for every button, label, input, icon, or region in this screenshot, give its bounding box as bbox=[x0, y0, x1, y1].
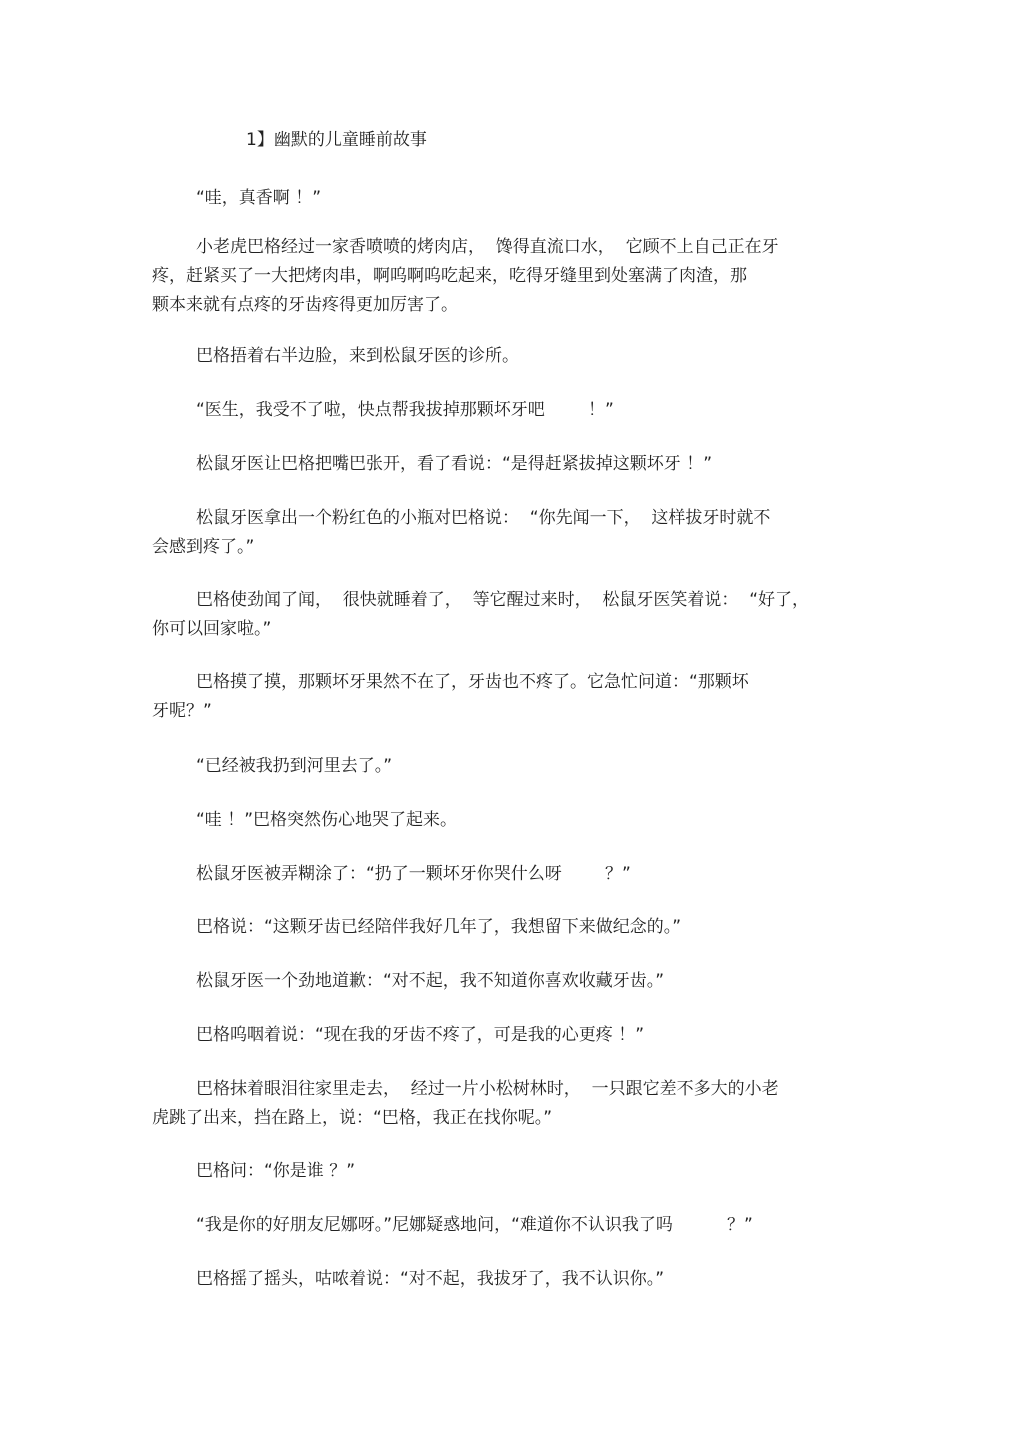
paragraph bbox=[152, 1021, 852, 1050]
paragraph bbox=[152, 913, 852, 942]
paragraph-line: 巴格说：“这颗牙齿已经陪伴我好几年了，我想留下来做纪念的。” bbox=[196, 917, 682, 937]
paragraph-line: 巴格问：“你是谁 ？” bbox=[196, 1161, 356, 1181]
paragraph-line: 虎跳了出来，挡在路上，说：“巴格，我正在找你呢。” bbox=[152, 1108, 553, 1128]
paragraph-line: “已经被我扔到河里去了。” bbox=[196, 756, 393, 776]
paragraph-line: 松鼠牙医让巴格把嘴巴张开，看了看说：“是得赶紧拔掉这颗坏牙 ！” bbox=[196, 454, 713, 474]
paragraph-line: 巴格捂着右半边脸，来到松鼠牙医的诊所。 bbox=[196, 346, 519, 366]
paragraph bbox=[152, 504, 852, 562]
paragraph bbox=[152, 184, 852, 213]
paragraph-line: “哇 ！”巴格突然伤心地哭了起来。 bbox=[196, 810, 458, 830]
paragraph bbox=[152, 967, 852, 996]
paragraph-line: 巴格摇了摇头，咕哝着说：“对不起，我拔牙了，我不认识你。” bbox=[196, 1269, 665, 1289]
paragraph bbox=[152, 806, 852, 835]
paragraph-line: 巴格呜咽着说：“现在我的牙齿不疼了，可是我的心更疼 ！” bbox=[196, 1025, 645, 1045]
paragraph bbox=[152, 450, 852, 479]
paragraph bbox=[152, 342, 852, 371]
document-title: 1】幽默的儿童睡前故事 bbox=[246, 130, 427, 150]
paragraph bbox=[152, 752, 852, 781]
paragraph bbox=[152, 1075, 852, 1133]
paragraph bbox=[152, 1157, 852, 1186]
paragraph-line: 会感到疼了。” bbox=[152, 537, 255, 557]
paragraph bbox=[152, 396, 852, 425]
paragraph-line: “哇，真香啊 ！” bbox=[196, 188, 322, 208]
paragraph bbox=[152, 668, 852, 726]
paragraph bbox=[152, 233, 852, 320]
paragraph-line: 松鼠牙医拿出一个粉红色的小瓶对巴格说： “你先闻一下， 这样拔牙时就不 bbox=[196, 508, 771, 528]
paragraph-line: 巴格抹着眼泪往家里走去， 经过一片小松树林时， 一只跟它差不多大的小老 bbox=[196, 1079, 779, 1099]
paragraph-line: 松鼠牙医被弄糊涂了：“扔了一颗坏牙你哭什么呀 ？” bbox=[196, 864, 631, 884]
paragraph-line: “我是你的好朋友尼娜呀。”尼娜疑惑地问，“难道你不认识我了吗 ？” bbox=[196, 1215, 753, 1235]
paragraph-line: 疼，赶紧买了一大把烤肉串，啊呜啊呜吃起来，吃得牙缝里到处塞满了肉渣，那 bbox=[152, 266, 747, 286]
paragraph-line: 巴格摸了摸，那颗坏牙果然不在了，牙齿也不疼了。它急忙问道：“那颗坏 bbox=[196, 672, 749, 692]
paragraph-line: 颗本来就有点疼的牙齿疼得更加厉害了。 bbox=[152, 295, 458, 315]
paragraph-line: 牙呢？” bbox=[152, 701, 212, 721]
paragraph bbox=[152, 1211, 852, 1240]
paragraph-line: 小老虎巴格经过一家香喷喷的烤肉店， 馋得直流口水， 它顾不上自己正在牙 bbox=[196, 237, 779, 257]
paragraph-line: 巴格使劲闻了闻， 很快就睡着了， 等它醒过来时， 松鼠牙医笑着说： “好了， bbox=[196, 590, 810, 610]
paragraph-line: 你可以回家啦。” bbox=[152, 619, 272, 639]
paragraph bbox=[152, 1265, 852, 1294]
paragraph bbox=[152, 860, 852, 889]
paragraph-line: 松鼠牙医一个劲地道歉：“对不起，我不知道你喜欢收藏牙齿。” bbox=[196, 971, 665, 991]
paragraph bbox=[152, 586, 852, 644]
paragraph-line: “医生，我受不了啦，快点帮我拔掉那颗坏牙吧 ！” bbox=[196, 400, 614, 420]
